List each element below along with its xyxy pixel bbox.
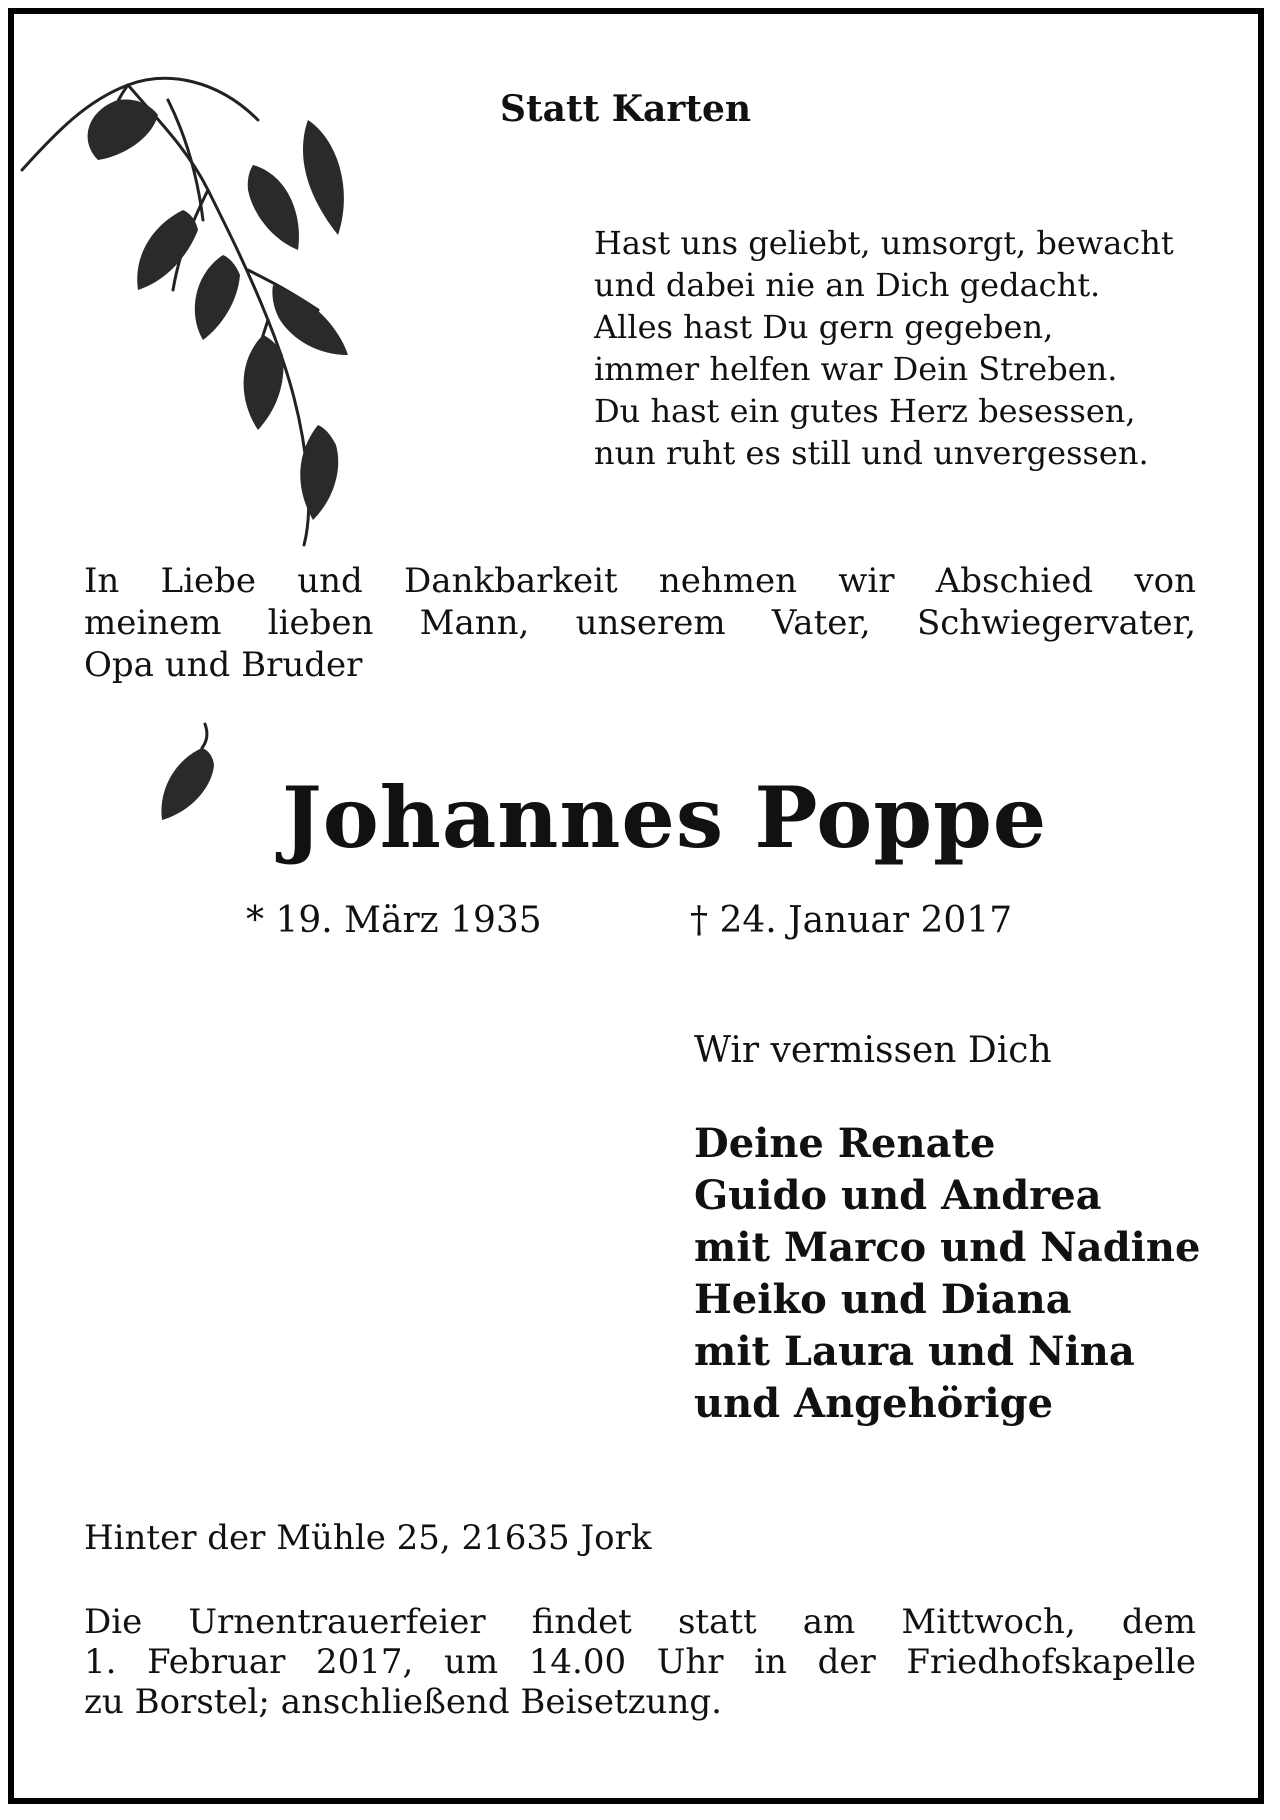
- intro-line: meinem lieben Mann, unserem Vater, Schwiegervater,: [84, 603, 1196, 643]
- birth-date: * 19. März 1935: [246, 900, 542, 941]
- family-line: Heiko und Diana: [694, 1276, 1072, 1323]
- family-line: mit Marco und Nadine: [694, 1224, 1201, 1271]
- intro-line: Opa und Bruder: [84, 645, 363, 685]
- birch-branch-icon: [18, 40, 368, 550]
- leaf-cluster: [88, 100, 348, 520]
- ceremony-line: Die Urnentrauerfeier findet statt am Mittwoch, dem: [84, 1602, 1196, 1642]
- intro-paragraph: [84, 560, 1196, 686]
- single-leaf-icon: [150, 720, 230, 830]
- poem-line: Du hast ein gutes Herz besessen,: [594, 392, 1136, 430]
- intro-line: In Liebe und Dankbarkeit nehmen wir Abschied von: [84, 561, 1196, 601]
- notice-header: Statt Karten: [500, 88, 752, 130]
- ceremony-line: 1. Februar 2017, um 14.00 Uhr in der Friedhofskapelle: [84, 1642, 1196, 1682]
- ceremony-line: zu Borstel; anschließend Beisetzung.: [84, 1682, 722, 1722]
- death-date: † 24. Januar 2017: [690, 900, 1013, 941]
- address: Hinter der Mühle 25, 21635 Jork: [84, 1518, 652, 1558]
- family-line: Deine Renate: [694, 1120, 996, 1167]
- family-line: und Angehörige: [694, 1380, 1054, 1427]
- poem-line: und dabei nie an Dich gedacht.: [594, 266, 1101, 304]
- deceased-name: Johannes Poppe: [282, 768, 1048, 867]
- closing-line: Wir vermissen Dich: [694, 1030, 1052, 1071]
- ceremony-paragraph: [84, 1602, 1196, 1722]
- family-line: mit Laura und Nina: [694, 1328, 1135, 1375]
- poem-line: nun ruht es still und unvergessen.: [594, 434, 1149, 472]
- poem-line: Alles hast Du gern gegeben,: [594, 308, 1054, 346]
- family-line: Guido und Andrea: [694, 1172, 1102, 1219]
- poem: [594, 222, 1174, 474]
- poem-line: Hast uns geliebt, umsorgt, bewacht: [594, 224, 1174, 262]
- poem-line: immer helfen war Dein Streben.: [594, 350, 1118, 388]
- family-signatures: [694, 1118, 1200, 1430]
